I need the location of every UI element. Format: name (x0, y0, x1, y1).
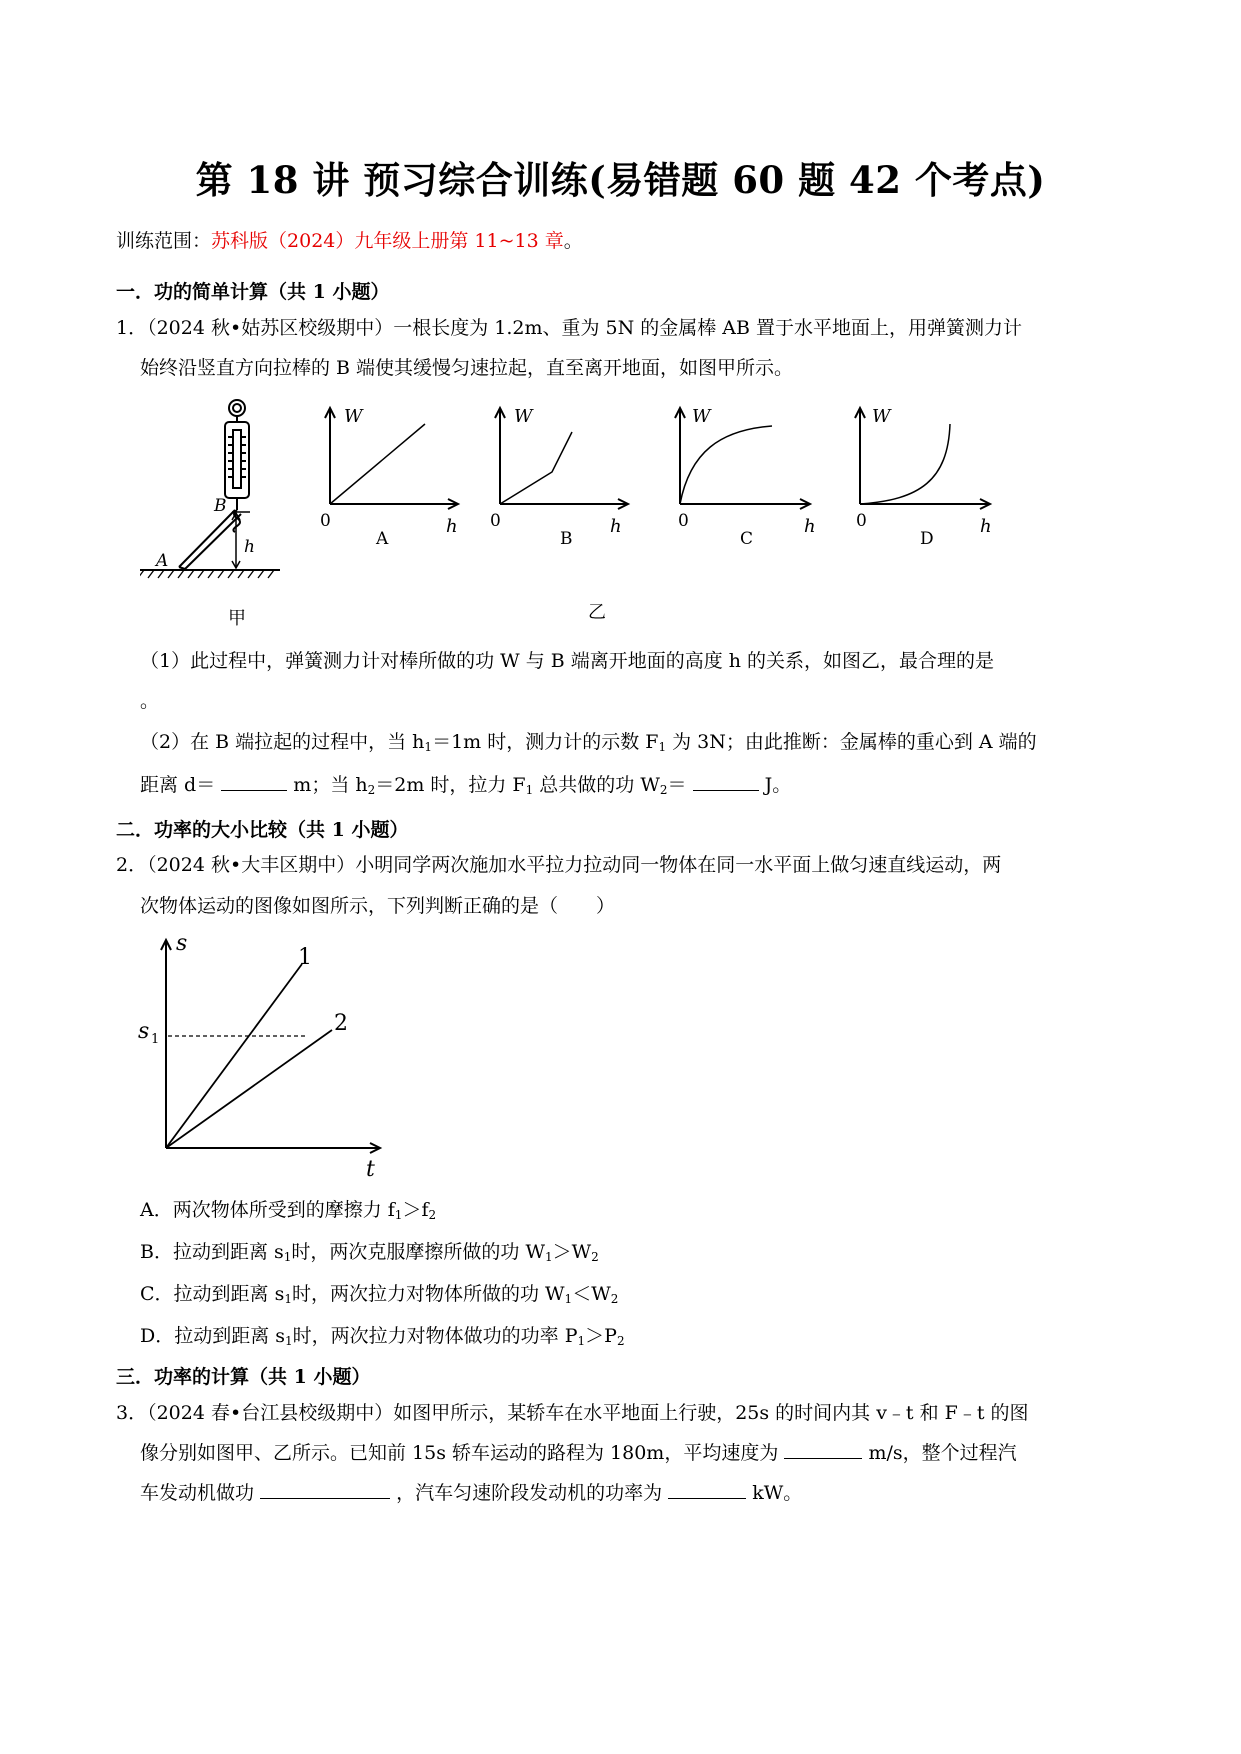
figure-jia-label: 甲 (228, 608, 246, 629)
graph-d-option-label: D (920, 529, 934, 549)
range-end: 。 (563, 230, 583, 252)
page-title: 第 18 讲 预习综合训练(易错题 60 题 42 个考点) (195, 158, 1046, 202)
q1-line1: 1．（2024 秋•姑苏区校级期中）一根长度为 1.2m、重为 5N 的金属棒 AB 置于水平地面上，用弹簧测力计 (116, 317, 1023, 339)
answer-blank-d[interactable] (221, 772, 287, 791)
graph-b-h-label: h (610, 516, 622, 537)
q3-line3: 车发动机做功 ，汽车匀速阶段发动机的功率为 kW。 (140, 1482, 803, 1504)
q3-line2: 像分别如图甲、乙所示。已知前 15s 轿车运动的路程为 180m，平均速度为 m/s，整个过程汽 (140, 1442, 1017, 1464)
answer-blank-power[interactable] (668, 1480, 746, 1499)
line-1-label: 1 (298, 945, 312, 970)
figure-yi-label: 乙 (588, 602, 606, 623)
q1-line2: 始终沿竖直方向拉棒的 B 端使其缓慢匀速拉起，直至离开地面，如图甲所示。 (140, 357, 794, 379)
axis-t-label: t (366, 1157, 375, 1182)
q1-part2-line2: 距离 d＝ m；当 $h_2=2m$ 时，拉力 $F_1$ 总共做的功 $W_2= J$。 (140, 774, 792, 797)
section-title-2: 二．功率的大小比较（共 1 小题） (116, 819, 409, 841)
graph-c-origin: 0 (678, 511, 689, 531)
graph-c-h-label: h (804, 516, 816, 537)
range-label: 训练范围： (116, 230, 212, 252)
q2-option-d[interactable]: D．拉动到距离 $s_1$时，两次拉力对物体做功的功率 $P_1>P_2$ (140, 1325, 625, 1348)
q1-figure (140, 392, 1100, 630)
graph-d-origin: 0 (856, 511, 867, 531)
graph-b-w-label: W (514, 406, 533, 427)
q2-line1: 2．（2024 秋•大丰区期中）小明同学两次施加水平拉力拉动同一物体在同一水平面上做匀速直线运动，两 (116, 854, 1002, 876)
q3-line1: 3．（2024 春•台江县校级期中）如图甲所示，某轿车在水平地面上行驶，25s 的时间内其 v﹣t 和 F﹣t 的图 (116, 1402, 1029, 1424)
rod-end-b-label: B (214, 496, 227, 516)
graph-c-w-label: W (692, 406, 711, 427)
q1-part2-line1: （2）在 B 端拉起的过程中，当 $h_1=1m$ 时，测力计的示数 $F_1$ 为 3N；由此推断：金属棒的重心到 A 端的 (140, 731, 1037, 754)
s1-subscript: 1 (151, 1032, 160, 1047)
range-value: 苏科版（2024）九年级上册第 11~13 章 (211, 230, 564, 252)
graph-d-w-label: W (872, 406, 891, 427)
answer-blank-work[interactable] (260, 1480, 390, 1499)
graph-a-origin: 0 (320, 511, 331, 531)
graph-b-origin: 0 (490, 511, 501, 531)
axis-s-label: s (176, 931, 188, 956)
q2-st-graph (134, 926, 394, 1182)
q2-option-c[interactable]: C．拉动到距离 $s_1$时，两次拉力对物体所做的功 $W_1<W_2$ (140, 1283, 619, 1306)
q2-option-b[interactable]: B．拉动到距离 $s_1$时，两次克服摩擦所做的功 $W_1>W_2$ (140, 1241, 599, 1264)
s1-label: s (138, 1019, 150, 1044)
training-range (116, 226, 583, 253)
answer-blank-w2[interactable] (693, 772, 759, 791)
graph-b-option-label: B (560, 529, 573, 549)
height-h-label: h (244, 537, 255, 557)
graph-a-w-label: W (344, 406, 363, 427)
q1-part1-line1: （1）此过程中，弹簧测力计对棒所做的功 W 与 B 端离开地面的高度 h 的关系，如图乙，最合理的是 (140, 650, 995, 672)
line-2 (166, 1030, 332, 1148)
answer-blank-avg-speed[interactable] (784, 1440, 862, 1459)
graph-d-h-label: h (980, 516, 992, 537)
graph-a-option-label: A (376, 529, 389, 549)
line-1 (166, 964, 302, 1148)
section-title-1: 一．功的简单计算（共 1 小题） (116, 281, 390, 303)
section-title-3: 三．功率的计算（共 1 小题） (116, 1366, 371, 1388)
q2-line2: 次物体运动的图像如图所示，下列判断正确的是（ ） (140, 895, 616, 917)
graph-a-h-label: h (446, 516, 458, 537)
q2-option-a[interactable]: A．两次物体所受到的摩擦力 $f_1>f_2$ (140, 1199, 437, 1222)
scale-ring-icon (229, 400, 245, 416)
rod-end-a-label: A (156, 551, 169, 571)
line-2-label: 2 (334, 1011, 348, 1036)
graph-c-option-label: C (740, 529, 754, 549)
q1-part1-line2: 。 (140, 690, 160, 712)
